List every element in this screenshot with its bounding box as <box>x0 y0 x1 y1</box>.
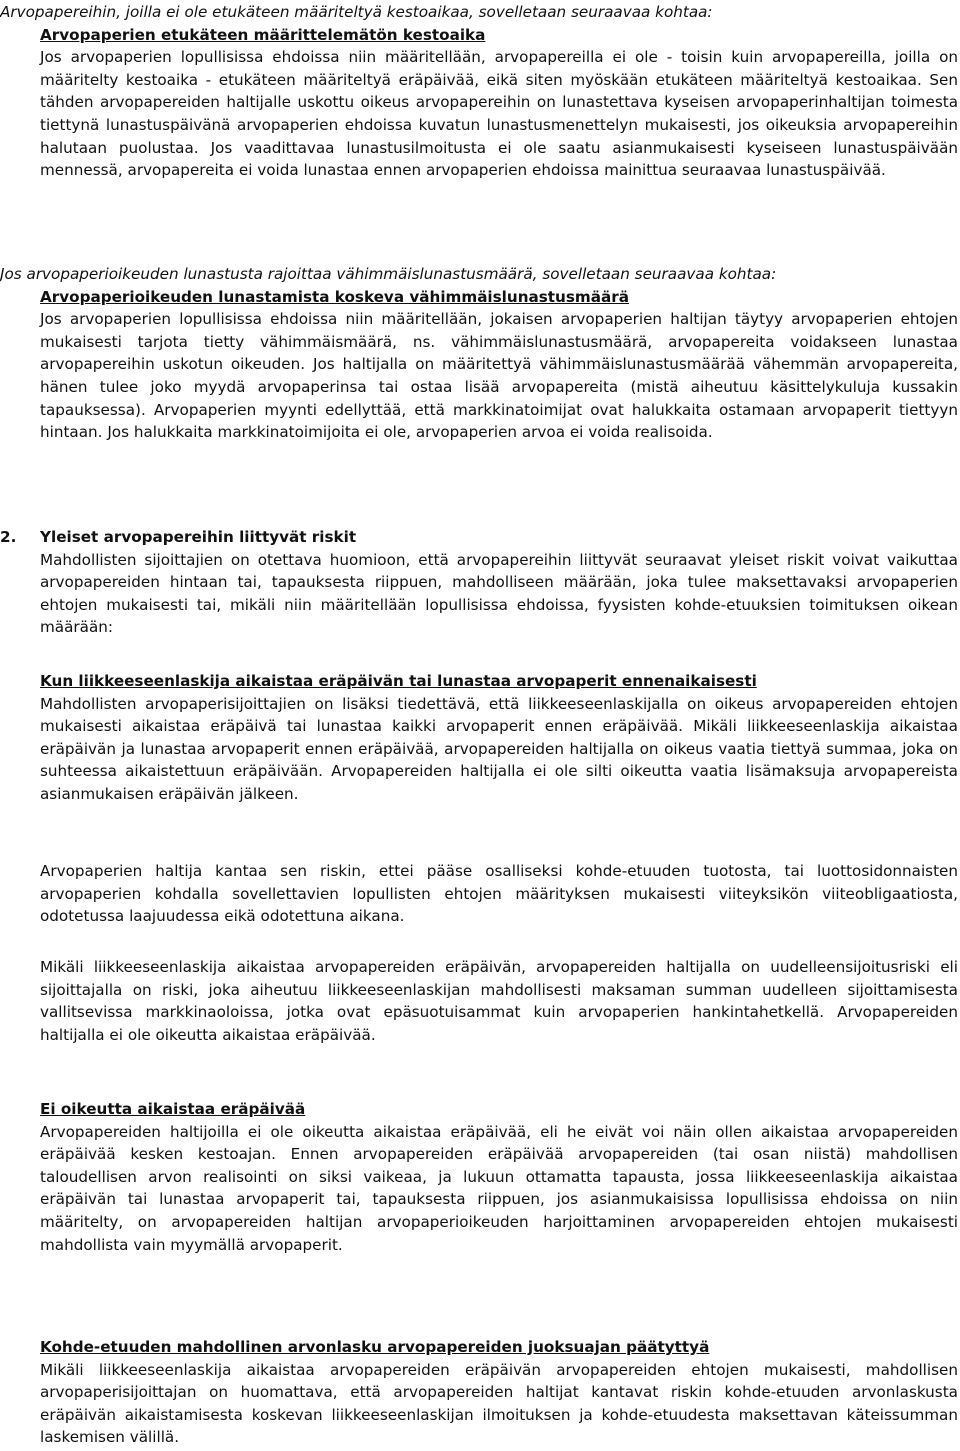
section-reinvestment-risk <box>0 956 958 1046</box>
intro-text: Jos arvopaperioikeuden lunastusta rajoittaa vähimmäislunastusmäärä, sovelletaan seuraavaa kohtaa: <box>0 265 777 283</box>
section-number: 2. <box>0 528 17 546</box>
body-paragraph: Mikäli liikkeeseenlaskija aikaistaa arvopapereiden eräpäivän, arvopapereiden haltijalla on uudelleensijoitusriski eli sijoittajalla on riski, joka aiheutuu liikkeeseenlaskijan mahdollisesti maksaman summan uudelleen sijoittamisesta vallitsevissa markkinaoloissa, jotka ovat epäsuotuisammat kuin arvopaperien hankintahetkellä. Arvopapereiden haltijalla ei ole oikeutta aikaistaa eräpäivää. <box>40 958 958 1044</box>
section-value-drop <box>0 1336 958 1449</box>
section-heading <box>0 526 958 549</box>
section-early-redemption <box>0 670 958 806</box>
section-general-risks <box>0 526 958 639</box>
subheading: Arvopaperioikeuden lunastamista koskeva vähimmäislunastusmäärä <box>40 287 629 306</box>
body-paragraph: Jos arvopaperien lopullisissa ehdoissa niin määritellään, jokaisen arvopaperien haltijan täytyy arvopaperien ehtojen mukaisesti tarjota tietty vähimmäismäärä, ns. vähimmäislunastusmäärä, arvopapereita voidakseen lunastaa arvopapereihin uskotun oikeuden. Jos haltijalla on määritettyä vähimmäislunastusmäärää vähemmän arvopapereita, hänen tulee joko myydä arvopaperinsa tai ostaa lisää arvopapereita (mistä aiheutuu käsittelykuluja kussakin tapauksessa). Arvopaperien myynti edellyttää, että markkinatoimijat ovat halukkaita ostamaan arvopaperit tiettyyn hintaan. Jos halukkaita markkinatoimijoita ei ole, arvopaperien arvoa ei voida realisoida. <box>40 310 958 442</box>
section-early-redemption-risk <box>0 860 958 928</box>
body-paragraph: Mikäli liikkeeseenlaskija aikaistaa arvopapereiden eräpäivän arvopapereiden ehtojen mukaisesti, mahdollisen arvopaperisijoittajan on huomattava, että arvopapereiden haltijat kantavat riskin kohde-etuuden arvonlaskusta eräpäivän aikaistamisesta koskevan liikkeeseenlaskijan ilmoituksen ja kohde-etuudesta maksettavan käteissumman laskemisen välillä. <box>40 1360 958 1447</box>
subheading: Kohde-etuuden mahdollinen arvonlasku arvopapereiden juoksuajan päätyttyä <box>40 1338 710 1356</box>
indented-content <box>0 549 958 639</box>
body-paragraph: Arvopapereiden haltijoilla ei ole oikeutta aikaistaa eräpäivää, eli he eivät voi näin ollen aikaistaa arvopapereiden eräpäivää kesken kestoajan. Ennen arvopapereiden eräpäivää arvopapereiden (tai osan niistä) mahdollisen taloudellisen arvon realisointi on siksi vaikeaa, ja lukuun ottamatta tapausta, jossa liikkeeseenlaskija aikaistaa eräpäivän tai lunastaa arvopaperit tai, tapauksesta riippuen, jos asianmukaisissa lopullisissa ehdoissa on niin määritelty, on arvopapereiden haltijan arvopaperioikeuden harjoittaminen arvopapereiden ehtojen mukaisesti mahdollista vain myymällä arvopaperit. <box>40 1122 958 1254</box>
subheading: Ei oikeutta aikaistaa eräpäivää <box>40 1100 306 1118</box>
body-paragraph: Mahdollisten sijoittajien on otettava huomioon, että arvopapereihin liittyvät seuraavat yleiset riskit voivat vaikuttaa arvopapereiden hintaan tai, tapauksesta riippuen, mahdolliseen määrään, joka tulee maksettavaksi arvopaperien ehtojen mukaisesti tai, mikäli niin määritellään lopullisissa ehdoissa, fyysisten kohde-etuuksien toimituksen oikean määrään: <box>40 550 958 637</box>
section-undefined-term <box>0 1 958 182</box>
section-title: Yleiset arvopapereihin liittyvät riskit <box>40 528 357 546</box>
subheading: Arvopaperien etukäteen määrittelemätön kestoaika <box>40 25 486 44</box>
section-no-right <box>0 1098 958 1256</box>
body-paragraph: Jos arvopaperien lopullisissa ehdoissa niin määritellään, arvopapereilla ei ole - toisin kuin arvopapereilla, joilla on määritelty kestoaika - etukäteen määriteltyä eräpäivää, eikä siten myöskään etukäteen määriteltyä kestoaikaa. Sen tähden arvopapereiden haltijalle uskottu oikeus arvopapereihin on lunastettava kyseisen arvopaperinhaltijan toimesta tiettynä lunastuspäivänä arvopaperien ehdoissa kuvatun lunastusmenettelyn mukaisesti, jos oikeuksia arvopapereihin halutaan puolustaa. Jos vaadittavaa lunastusilmoitusta ei ole saatu asianmukaisesti kyseiseen lunastuspäivään mennessä, arvopapereita ei voida lunastaa ennen arvopaperien ehdoissa mainittua seuraavaa lunastuspäivää. <box>40 48 958 180</box>
body-paragraph: Arvopaperien haltija kantaa sen riskin, ettei pääse osalliseksi kohde-etuuden tuotosta, tai luottosidonnaisten arvopaperien kohdalla sovellettavien lopullisten ehtojen määrityksen mukaisesti viiteyksikön viiteobligaatiosta, odotetussa laajuudessa eikä odotettuna aikana. <box>40 862 958 926</box>
indented-content <box>0 24 958 182</box>
body-paragraph: Mahdollisten arvopaperisijoittajien on lisäksi tiedettävä, että liikkeeseenlaskijalla on oikeus arvopapereiden ehtojen mukaisesti aikaistaa eräpäivä tai lunastaa kaikki arvopaperit ennen eräpäivää. Mikäli liikkeeseenlaskija aikaistaa eräpäivän ja lunastaa arvopaperit ennen eräpäivää, arvopapereiden haltijalla on oikeus vaatia tiettyä summaa, joka on suhteessa aikaistettuun eräpäivään. Arvopapereiden haltijalla ei ole silti oikeutta vaatia lisämaksuja arvopapereista asianmukaisen eräpäivän jälkeen. <box>40 694 958 803</box>
intro-text: Arvopapereihin, joilla ei ole etukäteen määriteltyä kestoaikaa, sovelletaan seuraavaa kohtaa: <box>0 3 713 21</box>
subheading: Kun liikkeeseenlaskija aikaistaa eräpäivän tai lunastaa arvopaperit ennenaikaisesti <box>40 672 757 690</box>
section-minimum-redemption <box>0 263 958 444</box>
indented-content <box>0 286 958 444</box>
